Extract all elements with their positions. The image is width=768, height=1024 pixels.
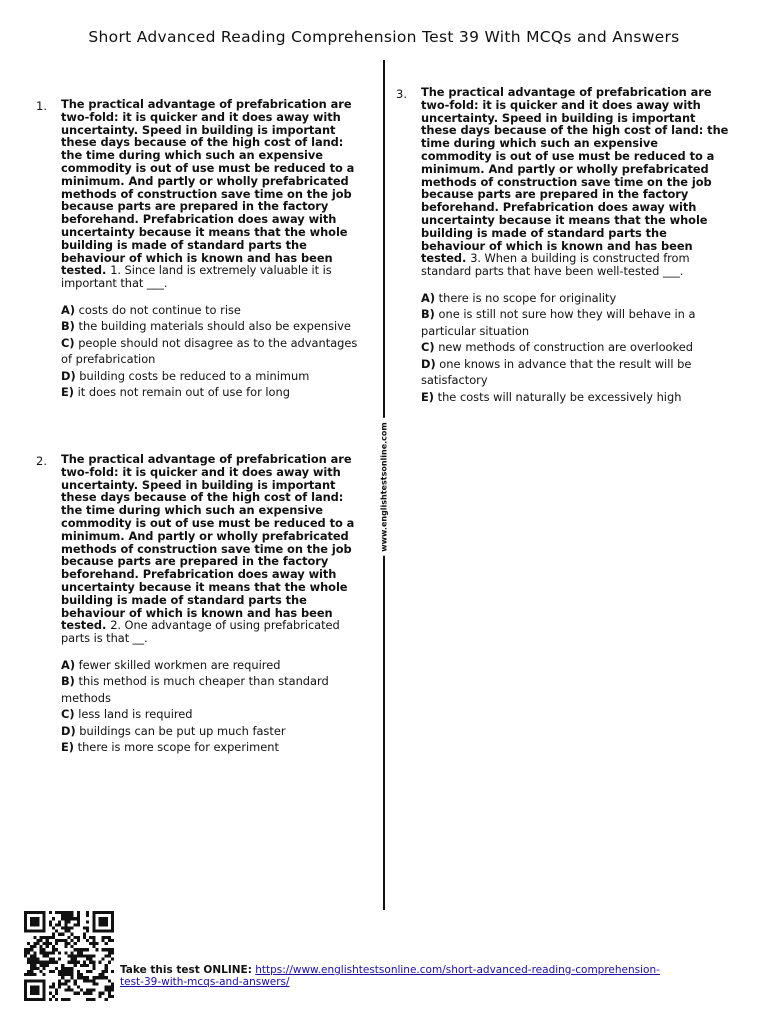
option-letter: B) — [421, 307, 435, 322]
test-url-link[interactable]: https://www.englishtestsonline.com/short-advanced-reading-comprehension-test-39-with-mcqs-and-answers/ — [120, 964, 660, 988]
option-text: there is no scope for originality — [438, 290, 617, 305]
question-passage — [61, 453, 366, 645]
vertical-site-label: www.englishtestsonline.com — [380, 418, 389, 556]
option-letter: C) — [421, 340, 435, 355]
passage-text: The practical advantage of prefabrication are two-fold: it is quicker and it does away with uncertainty. Speed in building is important these days because of the high cost of land: the time during which such an expensive commodity is out of use must be reduced to a minimum. And partly or wholly prefabricated methods of construction save time on the job because parts are prepared in the factory beforehand. Prefabrication does away with uncertainty because it means that the whole building is made of standard parts the behaviour of which is known and has been tested. — [61, 452, 355, 633]
option-text: one is still not sure how they will behave in a particular situation — [421, 307, 696, 338]
option-text: less land is required — [78, 707, 193, 722]
option-letter: C) — [61, 335, 75, 350]
option-letter: E) — [421, 389, 434, 404]
question-stem: 3. When a building is constructed from standard parts that have been well-tested ___. — [421, 251, 690, 279]
option-c[interactable] — [61, 335, 366, 368]
passage-text: The practical advantage of prefabrication are two-fold: it is quicker and it does away with uncertainty. Speed in building is important these days because of the high cost of land: the time during which such an expensive commodity is out of use must be reduced to a minimum. And partly or wholly prefabricated methods of construction save time on the job because parts are prepared in the factory beforehand. Prefabrication does away with uncertainty because it means that the whole building is made of standard parts the behaviour of which is known and has been tested. — [61, 97, 355, 278]
option-b[interactable] — [61, 673, 366, 706]
options-list — [61, 302, 366, 401]
option-c[interactable] — [421, 339, 731, 356]
passage-text: The practical advantage of prefabrication are two-fold: it is quicker and it does away with uncertainty. Speed in building is important these days because of the high cost of land: the time during which such an expensive commodity is out of use must be reduced to a minimum. And partly or wholly prefabricated methods of construction save time on the job because parts are prepared in the factory beforehand. Prefabrication does away with uncertainty because it means that the whole building is made of standard parts the behaviour of which is known and has been tested. — [421, 85, 729, 266]
option-text: the building materials should also be expensive — [78, 319, 351, 334]
question-passage — [421, 86, 731, 278]
option-letter: E) — [61, 740, 74, 755]
option-letter: D) — [421, 356, 436, 371]
question-2 — [36, 452, 366, 756]
option-e[interactable] — [61, 739, 366, 756]
option-letter: A) — [61, 657, 76, 672]
footer-label: Take this test ONLINE: — [120, 964, 252, 976]
option-e[interactable] — [61, 384, 366, 401]
option-d[interactable] — [61, 723, 366, 740]
option-text: this method is much cheaper than standard methods — [61, 674, 329, 705]
option-a[interactable] — [61, 657, 366, 674]
option-d[interactable] — [421, 356, 731, 389]
question-number: 3. — [396, 87, 407, 101]
question-stem: 2. One advantage of using prefabricated parts is that __. — [61, 618, 340, 646]
option-letter: C) — [61, 707, 75, 722]
option-b[interactable] — [61, 318, 366, 335]
question-1 — [36, 97, 366, 401]
option-e[interactable] — [421, 389, 731, 406]
options-list — [421, 290, 731, 406]
question-number: 1. — [36, 99, 47, 113]
options-list — [61, 657, 366, 756]
option-text: fewer skilled workmen are required — [78, 657, 281, 672]
footer — [120, 964, 680, 988]
option-text: the costs will naturally be excessively high — [437, 389, 682, 404]
option-text: buildings can be put up much faster — [79, 723, 286, 738]
question-passage — [61, 98, 366, 290]
option-text: it does not remain out of use for long — [77, 385, 290, 400]
question-3 — [396, 85, 731, 405]
option-text: there is more scope for experiment — [77, 740, 279, 755]
option-a[interactable] — [421, 290, 731, 307]
qr-code-icon[interactable] — [24, 911, 114, 1001]
option-text: costs do not continue to rise — [78, 302, 241, 317]
option-letter: D) — [61, 368, 76, 383]
question-number: 2. — [36, 454, 47, 468]
question-stem: 1. Since land is extremely valuable it is important that ___. — [61, 263, 332, 291]
option-text: building costs be reduced to a minimum — [79, 368, 310, 383]
option-text: one knows in advance that the result will be satisfactory — [421, 356, 692, 388]
page-title: Short Advanced Reading Comprehension Test 39 With MCQs and Answers — [88, 28, 680, 46]
option-letter: D) — [61, 723, 76, 738]
option-letter: E) — [61, 385, 74, 400]
option-text: people should not disagree as to the advantages of prefabrication — [61, 335, 358, 367]
option-letter: B) — [61, 674, 75, 689]
option-d[interactable] — [61, 368, 366, 385]
option-text: new methods of construction are overlooked — [438, 340, 693, 355]
option-letter: A) — [421, 290, 436, 305]
option-b[interactable] — [421, 306, 731, 339]
option-c[interactable] — [61, 706, 366, 723]
option-a[interactable] — [61, 302, 366, 319]
option-letter: A) — [61, 302, 76, 317]
option-letter: B) — [61, 319, 75, 334]
